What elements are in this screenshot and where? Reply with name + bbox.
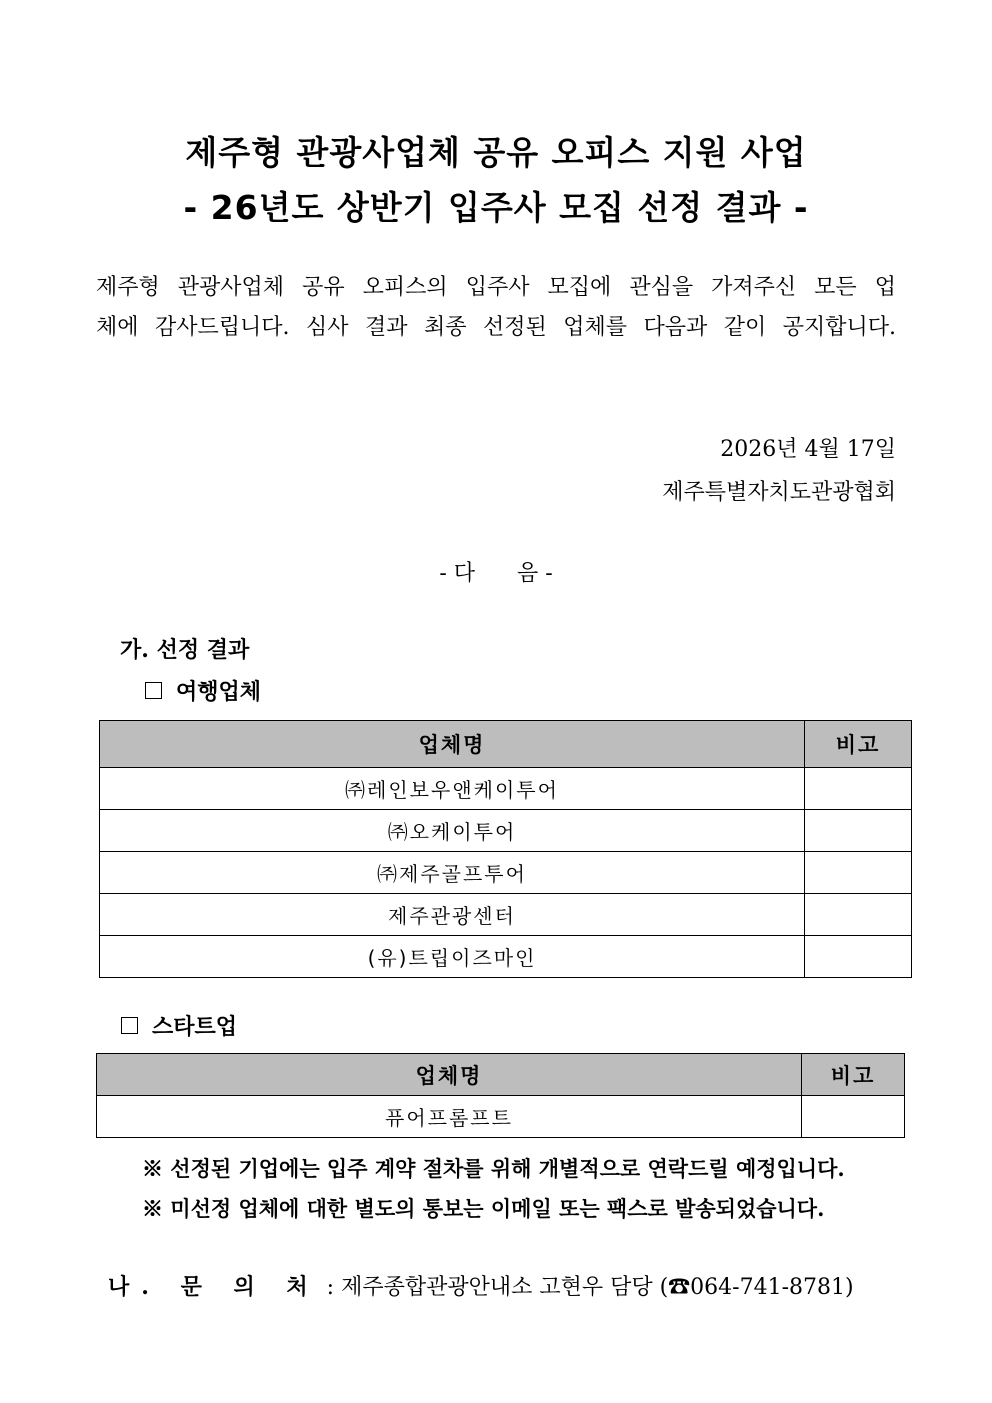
startup-table: [96, 1053, 905, 1138]
section-a-heading: 가. 선정 결과: [120, 637, 250, 663]
checkbox-square-icon: [121, 1017, 138, 1034]
column-header-company: 업체명: [100, 721, 805, 768]
travel-agency-label: [145, 675, 261, 706]
travel-agency-label-text: 여행업체: [176, 679, 262, 705]
document-title-line1: 제주형 관광사업체 공유 오피스 지원 사업: [185, 133, 807, 172]
table-row: [97, 1096, 905, 1138]
remarks-cell: [805, 936, 912, 978]
remarks-cell: [805, 810, 912, 852]
issuing-organization: 제주특별자치도관광협회: [662, 480, 896, 505]
column-header-company: 업체명: [97, 1054, 802, 1096]
company-name-cell: ㈜제주골프투어: [100, 852, 805, 894]
company-name-cell: ㈜레인보우앤케이투어: [100, 768, 805, 810]
column-header-remarks: 비고: [805, 721, 912, 768]
startup-label: [121, 1010, 237, 1041]
contact-info: [108, 1270, 854, 1301]
intro-paragraph: [96, 268, 896, 348]
table-row: [100, 936, 912, 978]
company-name-cell: 퓨어프롬프트: [97, 1096, 802, 1138]
company-name-cell: ㈜오케이투어: [100, 810, 805, 852]
intro-line-1: 제주형 관광사업체 공유 오피스의 입주사 모집에 관심을 가져주신 모든 업: [96, 275, 896, 300]
remarks-cell: [805, 894, 912, 936]
contact-colon: :: [319, 1275, 342, 1300]
intro-line-2: 체에 감사드립니다. 심사 결과 최종 선정된 업체를 다음과 같이 공지합니다.: [96, 315, 896, 340]
separator-text: - 다 음 -: [439, 561, 553, 586]
document-title-line2: - 26년도 상반기 입주사 모집 선정 결과 -: [183, 188, 809, 227]
table-row: [100, 894, 912, 936]
announcement-date: 2026년 4월 17일: [720, 437, 896, 462]
travel-agency-table: [99, 720, 912, 978]
remarks-cell: [802, 1096, 905, 1138]
remarks-cell: [805, 768, 912, 810]
checkbox-square-icon: [145, 682, 162, 699]
selection-note-2: ※ 미선정 업체에 대한 별도의 통보는 이메일 또는 팩스로 발송되었습니다.: [142, 1196, 825, 1221]
column-header-remarks: 비고: [802, 1054, 905, 1096]
table-row: [100, 852, 912, 894]
table-row: [100, 810, 912, 852]
contact-label: 나. 문 의 처: [108, 1274, 320, 1300]
contact-value: 제주종합관광안내소 고현우 담당 (☎064-741-8781): [341, 1275, 854, 1300]
remarks-cell: [805, 852, 912, 894]
company-name-cell: (유)트립이즈마인: [100, 936, 805, 978]
selection-note-1: ※ 선정된 기업에는 입주 계약 절차를 위해 개별적으로 연락드릴 예정입니다.: [142, 1156, 845, 1181]
table-row: [100, 768, 912, 810]
company-name-cell: 제주관광센터: [100, 894, 805, 936]
startup-label-text: 스타트업: [152, 1014, 238, 1040]
